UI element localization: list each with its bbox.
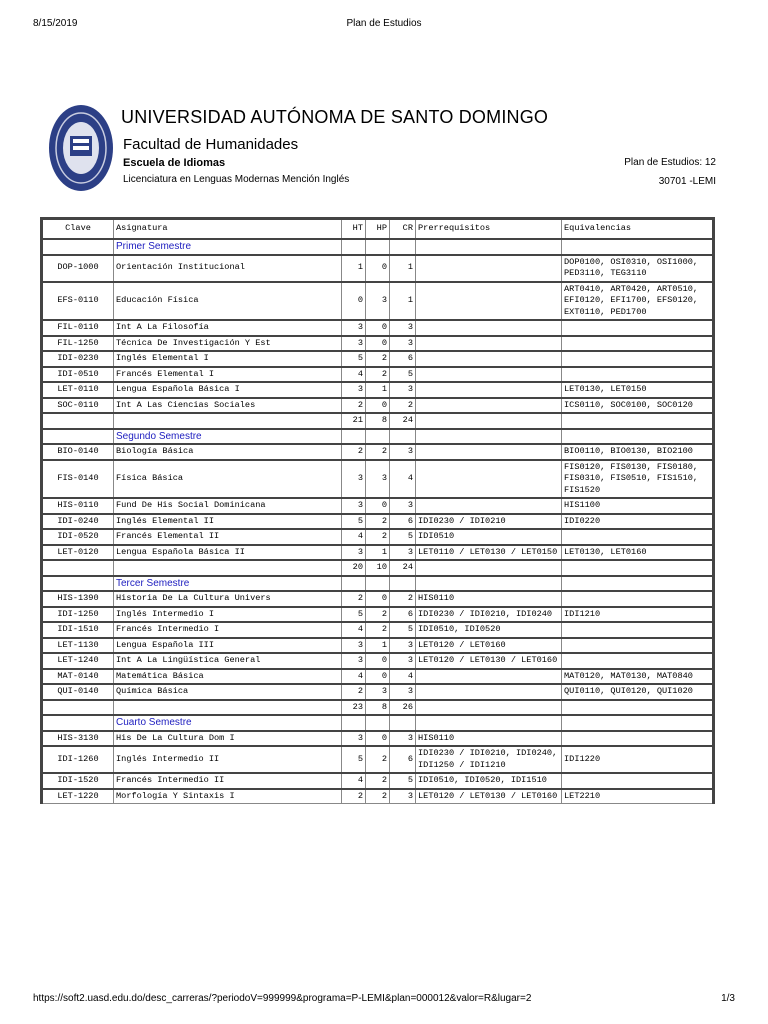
cell-hp: 0 — [366, 731, 390, 747]
table-row — [42, 545, 714, 561]
school-name: Escuela de Idiomas — [123, 157, 226, 169]
cell-prerrequisitos: IDI0230 / IDI0210, IDI0240 — [416, 607, 562, 623]
curriculum-table — [40, 217, 715, 804]
faculty-name: Facultad de Humanidades — [123, 136, 299, 153]
semester-header-row — [42, 429, 714, 445]
cell-asignatura: Int A La Filosofía — [114, 320, 342, 336]
cell-equivalencias — [562, 638, 714, 654]
empty-cell — [342, 239, 366, 255]
table-row — [42, 746, 714, 773]
empty-cell — [416, 576, 562, 592]
cell-clave: HIS-3130 — [42, 731, 114, 747]
empty-cell — [390, 429, 416, 445]
semester-name: Primer Semestre — [114, 239, 342, 255]
table-row — [42, 255, 714, 282]
cell-cr: 3 — [390, 731, 416, 747]
cell-ht: 4 — [342, 529, 366, 545]
cell-hp: 2 — [366, 529, 390, 545]
cell-hp: 2 — [366, 773, 390, 789]
semester-name: Cuarto Semestre — [114, 715, 342, 731]
cell-prerrequisitos: IDI0230 / IDI0210 — [416, 514, 562, 530]
empty-cell — [562, 700, 714, 716]
cell-cr: 6 — [390, 746, 416, 773]
cell-prerrequisitos: HIS0110 — [416, 731, 562, 747]
page-url: https://soft2.uasd.edu.do/desc_carreras/?periodoV=999999&programa=P-LEMI&plan=000012&valor=R&lugar=2 — [33, 993, 532, 1004]
cell-prerrequisitos — [416, 351, 562, 367]
cell-clave: LET-0120 — [42, 545, 114, 561]
table-row — [42, 684, 714, 700]
cell-clave: IDI-0510 — [42, 367, 114, 383]
cell-hp: 2 — [366, 622, 390, 638]
cell-hp: 2 — [366, 351, 390, 367]
cell-equivalencias: IDI1210 — [562, 607, 714, 623]
cell-ht: 5 — [342, 746, 366, 773]
cell-hp: 3 — [366, 282, 390, 321]
university-name: UNIVERSIDAD AUTÓNOMA DE SANTO DOMINGO — [121, 107, 549, 127]
semester-totals-row — [42, 700, 714, 716]
empty-cell — [562, 715, 714, 731]
cell-ht: 2 — [342, 591, 366, 607]
cell-hp: 0 — [366, 653, 390, 669]
cell-equivalencias: FIS0120, FIS0130, FIS0180, FIS0310, FIS0510, FIS1510, FIS1520 — [562, 460, 714, 499]
cell-asignatura: Lengua Española Básica II — [114, 545, 342, 561]
cell-equivalencias — [562, 367, 714, 383]
cell-asignatura: Inglés Elemental II — [114, 514, 342, 530]
cell-cr: 6 — [390, 514, 416, 530]
cell-hp: 2 — [366, 789, 390, 804]
cell-equivalencias: LET0130, LET0160 — [562, 545, 714, 561]
empty-cell — [416, 715, 562, 731]
cell-ht: 3 — [342, 336, 366, 352]
university-seal-logo — [48, 104, 114, 192]
cell-clave: MAT-0140 — [42, 669, 114, 685]
cell-cr: 3 — [390, 653, 416, 669]
cell-asignatura: Física Básica — [114, 460, 342, 499]
table-row — [42, 336, 714, 352]
semester-totals-row — [42, 413, 714, 429]
cell-equivalencias: BIO0110, BIO0130, BIO2100 — [562, 444, 714, 460]
cell-cr: 3 — [390, 789, 416, 804]
empty-cell — [42, 715, 114, 731]
cell-cr: 5 — [390, 773, 416, 789]
cell-asignatura: Morfología Y Sintaxis I — [114, 789, 342, 804]
table-row — [42, 498, 714, 514]
empty-cell — [42, 239, 114, 255]
semester-name: Segundo Semestre — [114, 429, 342, 445]
cell-ht: 3 — [342, 545, 366, 561]
cell-asignatura: Historia De La Cultura Univers — [114, 591, 342, 607]
semester-totals-row — [42, 560, 714, 576]
empty-cell — [114, 413, 342, 429]
cell-clave: QUI-0140 — [42, 684, 114, 700]
cell-hp: 2 — [366, 444, 390, 460]
cell-clave: IDI-1260 — [42, 746, 114, 773]
cell-ht: 4 — [342, 669, 366, 685]
empty-cell — [562, 576, 714, 592]
cell-cr: 1 — [390, 282, 416, 321]
cell-cr: 6 — [390, 607, 416, 623]
cell-equivalencias: HIS1100 — [562, 498, 714, 514]
semester-header-row — [42, 715, 714, 731]
cell-cr: 4 — [390, 460, 416, 499]
cell-hp: 1 — [366, 382, 390, 398]
empty-cell — [42, 413, 114, 429]
cell-hp: 0 — [366, 398, 390, 414]
cell-equivalencias — [562, 529, 714, 545]
cell-asignatura: Química Básica — [114, 684, 342, 700]
cell-prerrequisitos — [416, 336, 562, 352]
table-row — [42, 320, 714, 336]
cell-cr: 5 — [390, 622, 416, 638]
cell-cr: 2 — [390, 591, 416, 607]
table-row — [42, 529, 714, 545]
cell-asignatura: Francés Elemental I — [114, 367, 342, 383]
total-cr: 24 — [390, 413, 416, 429]
empty-cell — [42, 429, 114, 445]
cell-hp: 0 — [366, 336, 390, 352]
table-row — [42, 607, 714, 623]
cell-ht: 4 — [342, 773, 366, 789]
cell-cr: 3 — [390, 545, 416, 561]
empty-cell — [416, 700, 562, 716]
cell-clave: LET-1220 — [42, 789, 114, 804]
cell-hp: 3 — [366, 684, 390, 700]
cell-prerrequisitos: LET0110 / LET0130 / LET0150 — [416, 545, 562, 561]
cell-hp: 0 — [366, 255, 390, 282]
cell-hp: 2 — [366, 746, 390, 773]
cell-cr: 6 — [390, 351, 416, 367]
page-number: 1/3 — [721, 993, 735, 1004]
table-row — [42, 282, 714, 321]
cell-ht: 5 — [342, 351, 366, 367]
empty-cell — [366, 576, 390, 592]
cell-clave: DOP-1000 — [42, 255, 114, 282]
empty-cell — [42, 560, 114, 576]
cell-asignatura: Int A La Lingüística General — [114, 653, 342, 669]
cell-clave: LET-1240 — [42, 653, 114, 669]
empty-cell — [416, 413, 562, 429]
cell-asignatura: Orientación Institucional — [114, 255, 342, 282]
column-header-prerrequisitos: Prerrequisitos — [416, 219, 562, 240]
cell-clave: FIS-0140 — [42, 460, 114, 499]
empty-cell — [42, 576, 114, 592]
cell-prerrequisitos: IDI0230 / IDI0210, IDI0240, IDI1250 / IDI1210 — [416, 746, 562, 773]
table-row — [42, 773, 714, 789]
table-row — [42, 514, 714, 530]
cell-equivalencias — [562, 653, 714, 669]
cell-asignatura: His De La Cultura Dom I — [114, 731, 342, 747]
cell-prerrequisitos: LET0120 / LET0160 — [416, 638, 562, 654]
cell-cr: 3 — [390, 684, 416, 700]
cell-prerrequisitos — [416, 460, 562, 499]
cell-equivalencias: LET2210 — [562, 789, 714, 804]
empty-cell — [416, 239, 562, 255]
table-row — [42, 638, 714, 654]
cell-cr: 3 — [390, 382, 416, 398]
cell-cr: 3 — [390, 336, 416, 352]
cell-prerrequisitos: IDI0510, IDI0520, IDI1510 — [416, 773, 562, 789]
cell-cr: 3 — [390, 638, 416, 654]
cell-clave: HIS-1390 — [42, 591, 114, 607]
cell-prerrequisitos — [416, 382, 562, 398]
cell-clave: EFS-0110 — [42, 282, 114, 321]
cell-prerrequisitos: LET0120 / LET0130 / LET0160 — [416, 653, 562, 669]
table-row — [42, 731, 714, 747]
cell-asignatura: Inglés Intermedio I — [114, 607, 342, 623]
total-hp: 8 — [366, 700, 390, 716]
cell-ht: 2 — [342, 789, 366, 804]
cell-equivalencias: MAT0120, MAT0130, MAT0840 — [562, 669, 714, 685]
cell-clave: FIL-1250 — [42, 336, 114, 352]
empty-cell — [390, 715, 416, 731]
column-header-cr: CR — [390, 219, 416, 240]
cell-clave: FIL-0110 — [42, 320, 114, 336]
cell-equivalencias — [562, 320, 714, 336]
cell-asignatura: Matemática Básica — [114, 669, 342, 685]
cell-ht: 1 — [342, 255, 366, 282]
empty-cell — [562, 429, 714, 445]
table-row — [42, 351, 714, 367]
cell-clave: HIS-0110 — [42, 498, 114, 514]
cell-asignatura: Educación Física — [114, 282, 342, 321]
cell-ht: 5 — [342, 607, 366, 623]
table-row — [42, 622, 714, 638]
empty-cell — [366, 239, 390, 255]
cell-asignatura: Lengua Española Básica I — [114, 382, 342, 398]
cell-asignatura: Francés Intermedio I — [114, 622, 342, 638]
column-header-asignatura: Asignatura — [114, 219, 342, 240]
empty-cell — [114, 560, 342, 576]
cell-asignatura: Int A Las Ciencias Sociales — [114, 398, 342, 414]
cell-hp: 0 — [366, 320, 390, 336]
table-row — [42, 653, 714, 669]
empty-cell — [390, 576, 416, 592]
cell-ht: 2 — [342, 398, 366, 414]
total-ht: 20 — [342, 560, 366, 576]
cell-clave: SOC-0110 — [42, 398, 114, 414]
table-header-row — [42, 219, 714, 240]
empty-cell — [342, 715, 366, 731]
total-hp: 10 — [366, 560, 390, 576]
cell-hp: 2 — [366, 607, 390, 623]
cell-prerrequisitos: IDI0510 — [416, 529, 562, 545]
cell-equivalencias: LET0130, LET0150 — [562, 382, 714, 398]
cell-clave: IDI-0230 — [42, 351, 114, 367]
empty-cell — [366, 715, 390, 731]
cell-cr: 2 — [390, 398, 416, 414]
cell-cr: 3 — [390, 498, 416, 514]
total-cr: 26 — [390, 700, 416, 716]
cell-ht: 0 — [342, 282, 366, 321]
empty-cell — [562, 560, 714, 576]
cell-prerrequisitos — [416, 320, 562, 336]
cell-ht: 5 — [342, 514, 366, 530]
cell-clave: IDI-1520 — [42, 773, 114, 789]
semester-name: Tercer Semestre — [114, 576, 342, 592]
cell-equivalencias — [562, 351, 714, 367]
cell-hp: 0 — [366, 498, 390, 514]
empty-cell — [562, 239, 714, 255]
cell-equivalencias: IDI0220 — [562, 514, 714, 530]
cell-prerrequisitos — [416, 444, 562, 460]
cell-equivalencias: DOP0100, OSI0310, OSI1000, PED3110, TEG3110 — [562, 255, 714, 282]
cell-cr: 3 — [390, 320, 416, 336]
table-row — [42, 789, 714, 804]
cell-clave: IDI-0520 — [42, 529, 114, 545]
empty-cell — [342, 429, 366, 445]
cell-equivalencias: ICS0110, SOC0100, SOC0120 — [562, 398, 714, 414]
program-name: Licenciatura en Lenguas Modernas Mención Inglés — [123, 174, 350, 185]
cell-hp: 3 — [366, 460, 390, 499]
total-ht: 21 — [342, 413, 366, 429]
cell-cr: 1 — [390, 255, 416, 282]
cell-prerrequisitos — [416, 255, 562, 282]
cell-hp: 0 — [366, 591, 390, 607]
cell-ht: 2 — [342, 444, 366, 460]
cell-prerrequisitos: IDI0510, IDI0520 — [416, 622, 562, 638]
cell-ht: 4 — [342, 367, 366, 383]
cell-clave: IDI-1510 — [42, 622, 114, 638]
cell-equivalencias — [562, 591, 714, 607]
cell-equivalencias: QUI0110, QUI0120, QUI1020 — [562, 684, 714, 700]
cell-ht: 3 — [342, 731, 366, 747]
cell-equivalencias: ART0410, ART0420, ART0510, EFI0120, EFI1700, EFS0120, EXT0110, PED1700 — [562, 282, 714, 321]
cell-cr: 5 — [390, 529, 416, 545]
empty-cell — [416, 429, 562, 445]
cell-clave: BIO-0140 — [42, 444, 114, 460]
table-row — [42, 669, 714, 685]
cell-ht: 3 — [342, 653, 366, 669]
cell-asignatura: Francés Elemental II — [114, 529, 342, 545]
program-code: 30701 -LEMI — [658, 176, 716, 187]
table-row — [42, 398, 714, 414]
cell-clave: IDI-1250 — [42, 607, 114, 623]
cell-equivalencias — [562, 336, 714, 352]
cell-prerrequisitos: HIS0110 — [416, 591, 562, 607]
cell-equivalencias — [562, 731, 714, 747]
cell-equivalencias: IDI1220 — [562, 746, 714, 773]
cell-asignatura: Francés Intermedio II — [114, 773, 342, 789]
total-hp: 8 — [366, 413, 390, 429]
cell-asignatura: Técnica De Investigación Y Est — [114, 336, 342, 352]
cell-clave: LET-1130 — [42, 638, 114, 654]
empty-cell — [416, 560, 562, 576]
empty-cell — [114, 700, 342, 716]
empty-cell — [390, 239, 416, 255]
cell-asignatura: Fund De His Social Dominicana — [114, 498, 342, 514]
semester-header-row — [42, 239, 714, 255]
table-row — [42, 367, 714, 383]
cell-cr: 5 — [390, 367, 416, 383]
cell-prerrequisitos — [416, 669, 562, 685]
cell-ht: 3 — [342, 498, 366, 514]
table-row — [42, 460, 714, 499]
semester-header-row — [42, 576, 714, 592]
cell-hp: 1 — [366, 638, 390, 654]
cell-hp: 1 — [366, 545, 390, 561]
cell-hp: 2 — [366, 367, 390, 383]
cell-asignatura: Inglés Intermedio II — [114, 746, 342, 773]
cell-hp: 0 — [366, 669, 390, 685]
cell-equivalencias — [562, 622, 714, 638]
plan-number: Plan de Estudios: 12 — [624, 157, 716, 168]
cell-ht: 3 — [342, 460, 366, 499]
cell-ht: 2 — [342, 684, 366, 700]
column-header-equivalencias: Equivalencias — [562, 219, 714, 240]
cell-asignatura: Biología Básica — [114, 444, 342, 460]
cell-prerrequisitos: LET0120 / LET0130 / LET0160 — [416, 789, 562, 804]
total-ht: 23 — [342, 700, 366, 716]
cell-asignatura: Lengua Española III — [114, 638, 342, 654]
print-title: Plan de Estudios — [346, 18, 422, 29]
cell-ht: 3 — [342, 382, 366, 398]
total-cr: 24 — [390, 560, 416, 576]
cell-asignatura: Inglés Elemental I — [114, 351, 342, 367]
cell-prerrequisitos — [416, 282, 562, 321]
cell-prerrequisitos — [416, 684, 562, 700]
column-header-ht: HT — [342, 219, 366, 240]
cell-clave: LET-0110 — [42, 382, 114, 398]
cell-ht: 3 — [342, 320, 366, 336]
print-date: 8/15/2019 — [33, 18, 78, 29]
cell-equivalencias — [562, 773, 714, 789]
empty-cell — [42, 700, 114, 716]
empty-cell — [366, 429, 390, 445]
cell-clave: IDI-0240 — [42, 514, 114, 530]
cell-ht: 4 — [342, 622, 366, 638]
column-header-clave: Clave — [42, 219, 114, 240]
cell-cr: 4 — [390, 669, 416, 685]
empty-cell — [342, 576, 366, 592]
cell-prerrequisitos — [416, 398, 562, 414]
table-row — [42, 382, 714, 398]
cell-cr: 3 — [390, 444, 416, 460]
cell-prerrequisitos — [416, 498, 562, 514]
column-header-hp: HP — [366, 219, 390, 240]
table-row — [42, 591, 714, 607]
cell-hp: 2 — [366, 514, 390, 530]
cell-prerrequisitos — [416, 367, 562, 383]
cell-ht: 3 — [342, 638, 366, 654]
empty-cell — [562, 413, 714, 429]
table-row — [42, 444, 714, 460]
